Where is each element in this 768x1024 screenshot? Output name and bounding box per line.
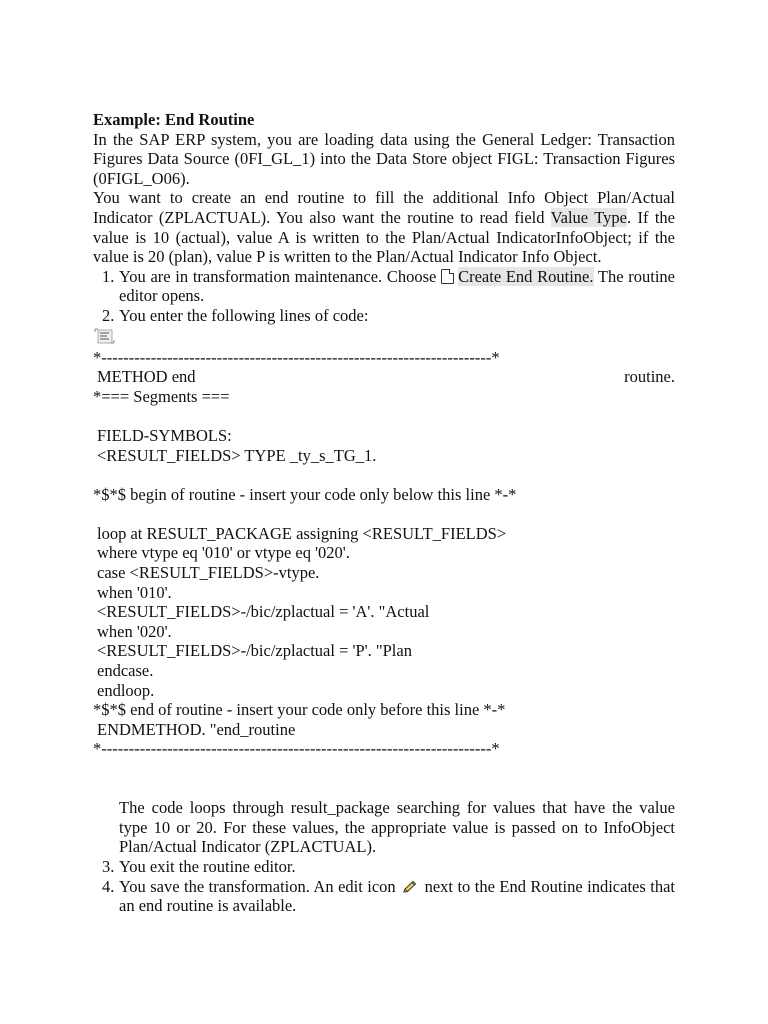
code-snippet-icon <box>93 326 675 348</box>
code-line: <RESULT_FIELDS>-/bic/zplactual = 'P'. "Plan <box>97 641 412 661</box>
code-line: endcase. <box>97 661 154 681</box>
end-routine-comment: *$*$ end of routine - insert your code only before this line *-* <box>93 700 506 720</box>
field-symbols-line: FIELD-SYMBOLS: <box>97 425 232 445</box>
method-line <box>93 367 675 387</box>
step-number: 3. <box>102 856 115 876</box>
requirement-text-end: . If the value is 10 (actual), value A is written to the Plan/Actual IndicatorInfoObject; if the value is 20 (plan), value P is written to the Plan/Actual Indicator Info Object. <box>93 207 675 267</box>
page-icon <box>441 269 454 284</box>
code-line: where vtype eq '010' or vtype eq '020'. <box>97 543 350 563</box>
code-line: loop at RESULT_PACKAGE assigning <RESULT_FIELDS> <box>97 523 507 543</box>
code-line: when '020'. <box>97 621 172 641</box>
step-4 <box>93 877 675 916</box>
pencil-icon <box>402 879 418 893</box>
result-fields-line: <RESULT_FIELDS> TYPE _ty_s_TG_1. <box>97 445 377 465</box>
step-4-text-end: next to the End Routine indicates that an end routine is available. <box>119 876 675 916</box>
step-2-text: You enter the following lines of code: <box>119 305 369 325</box>
step-1-text: You are in transformation maintenance. Choose <box>119 266 442 286</box>
step-3 <box>93 857 675 877</box>
step-number: 4. <box>102 876 115 896</box>
code-line: case <RESULT_FIELDS>-vtype. <box>97 563 320 583</box>
requirement-paragraph <box>93 188 675 266</box>
step-2 <box>93 306 675 326</box>
requirement-text-start: You want to create an end routine to fill the additional Info Object Plan/Actual Indicator (ZPLACTUAL). You also want the routine to read field <box>93 188 675 227</box>
value-type-field: Value Type <box>550 207 627 227</box>
method-keyword: METHOD end <box>97 367 196 387</box>
begin-routine-comment: *$*$ begin of routine - insert your code only below this line *-* <box>93 484 517 504</box>
page-title: Example: End Routine <box>93 110 255 129</box>
explanation-paragraph: The code loops through result_package searching for values that have the value type 10 or 20. For these values, the appropriate value is passed on to InfoObject Plan/Actual Indicator (ZPLACTUAL). <box>119 798 675 857</box>
intro-paragraph: In the SAP ERP system, you are loading data using the General Ledger: Transaction Figures Data Source (0FI_GL_1) into the Data Store object FIGL: Transaction Figures (0FIGL_O06). <box>93 129 675 188</box>
step-number: 2. <box>102 305 115 325</box>
step-1-text-end: The routine editor opens. <box>119 266 676 306</box>
step-4-text: You save the transformation. An edit icon <box>119 876 401 896</box>
step-1 <box>93 267 675 306</box>
code-divider-end: *-----------------------------------------------------------------------* <box>93 739 500 759</box>
code-line: endloop. <box>97 680 155 700</box>
method-name-end: routine. <box>624 367 675 387</box>
step-3-text: You exit the routine editor. <box>119 856 296 876</box>
segments-comment: *=== Segments === <box>93 386 230 406</box>
code-line: when '010'. <box>97 582 172 602</box>
step-number: 1. <box>102 266 115 286</box>
code-line: <RESULT_FIELDS>-/bic/zplactual = 'A'. "Actual <box>97 602 430 622</box>
code-divider: *-----------------------------------------------------------------------* <box>93 347 500 367</box>
document-page <box>93 110 675 916</box>
create-end-routine-link[interactable]: Create End Routine. <box>458 266 594 286</box>
endmethod-line: ENDMETHOD. "end_routine <box>97 719 296 739</box>
